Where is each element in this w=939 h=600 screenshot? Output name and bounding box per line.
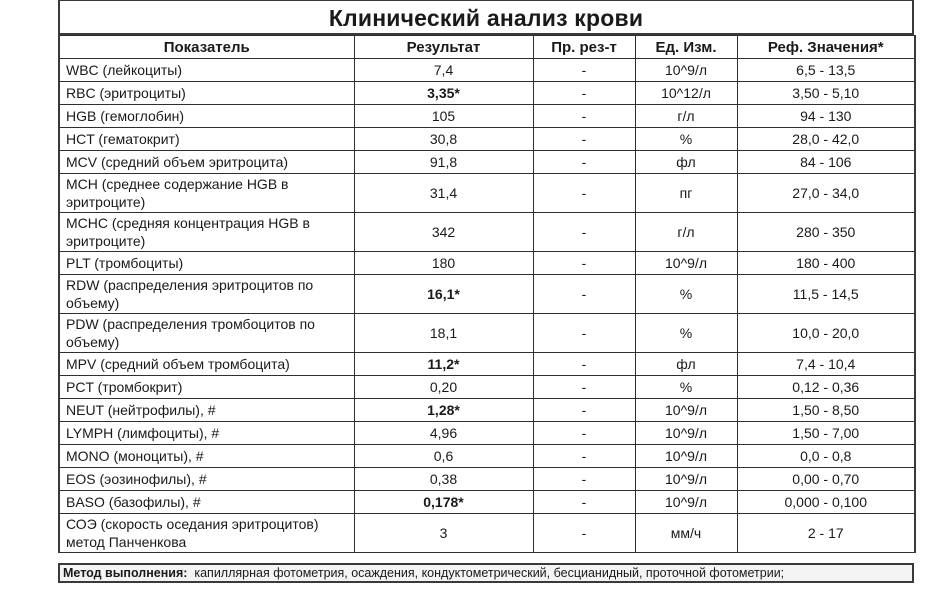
previous-result: - <box>533 128 635 151</box>
result-value: 0,20 <box>354 376 533 399</box>
parameter-name: MONO (моноциты), # <box>59 445 354 468</box>
lab-report <box>58 0 914 553</box>
result-value: 342 <box>354 213 533 252</box>
result-value-abnormal: 16,1* <box>354 275 533 314</box>
previous-result: - <box>533 151 635 174</box>
parameter-name: HGB (гемоглобин) <box>59 105 354 128</box>
parameter-name: MCH (среднее содержание HGB в эритроците) <box>59 174 354 213</box>
table-row <box>59 399 915 422</box>
reference-range: 0,000 - 0,100 <box>737 491 915 514</box>
result-value-abnormal: 1,28* <box>354 399 533 422</box>
table-header-row <box>59 36 915 59</box>
table-row <box>59 275 915 314</box>
parameter-name: RBC (эритроциты) <box>59 82 354 105</box>
table-row <box>59 213 915 252</box>
result-value: 31,4 <box>354 174 533 213</box>
result-value: 0,6 <box>354 445 533 468</box>
unit: 10^9/л <box>635 445 737 468</box>
result-value: 4,96 <box>354 422 533 445</box>
parameter-name: RDW (распределения эритроцитов по объему) <box>59 275 354 314</box>
reference-range: 0,12 - 0,36 <box>737 376 915 399</box>
unit: 10^9/л <box>635 468 737 491</box>
previous-result: - <box>533 174 635 213</box>
previous-result: - <box>533 59 635 82</box>
parameter-name: СОЭ (скорость оседания эритроцитов) метод Панченкова <box>59 514 354 553</box>
reference-range: 1,50 - 7,00 <box>737 422 915 445</box>
table-row <box>59 491 915 514</box>
result-value: 30,8 <box>354 128 533 151</box>
previous-result: - <box>533 252 635 275</box>
reference-range: 27,0 - 34,0 <box>737 174 915 213</box>
unit: пг <box>635 174 737 213</box>
table-row <box>59 252 915 275</box>
parameter-name: HCT (гематокрит) <box>59 128 354 151</box>
table-row <box>59 128 915 151</box>
previous-result: - <box>533 82 635 105</box>
parameter-name: PDW (распределения тромбоцитов по объему) <box>59 314 354 353</box>
reference-range: 7,4 - 10,4 <box>737 353 915 376</box>
reference-range: 84 - 106 <box>737 151 915 174</box>
unit: фл <box>635 151 737 174</box>
method-footer <box>58 563 914 583</box>
unit: 10^9/л <box>635 491 737 514</box>
table-row <box>59 445 915 468</box>
previous-result: - <box>533 213 635 252</box>
previous-result: - <box>533 105 635 128</box>
previous-result: - <box>533 514 635 553</box>
result-value: 0,38 <box>354 468 533 491</box>
result-value: 180 <box>354 252 533 275</box>
unit: 10^9/л <box>635 59 737 82</box>
column-header-parameter: Показатель <box>59 36 354 59</box>
report-title: Клинический анализ крови <box>58 0 914 35</box>
parameter-name: EOS (эозинофилы), # <box>59 468 354 491</box>
reference-range: 6,5 - 13,5 <box>737 59 915 82</box>
table-row <box>59 422 915 445</box>
parameter-name: MCV (средний объем эритроцита) <box>59 151 354 174</box>
unit: г/л <box>635 213 737 252</box>
previous-result: - <box>533 353 635 376</box>
table-row <box>59 151 915 174</box>
reference-range: 28,0 - 42,0 <box>737 128 915 151</box>
table-row <box>59 376 915 399</box>
table-row <box>59 82 915 105</box>
previous-result: - <box>533 491 635 514</box>
previous-result: - <box>533 376 635 399</box>
previous-result: - <box>533 314 635 353</box>
result-value-abnormal: 0,178* <box>354 491 533 514</box>
parameter-name: WBC (лейкоциты) <box>59 59 354 82</box>
unit: 10^12/л <box>635 82 737 105</box>
parameter-name: PLT (тромбоциты) <box>59 252 354 275</box>
parameter-name: LYMPH (лимфоциты), # <box>59 422 354 445</box>
results-table <box>58 35 916 553</box>
table-row <box>59 314 915 353</box>
result-value-abnormal: 3,35* <box>354 82 533 105</box>
parameter-name: MPV (средний объем тромбоцита) <box>59 353 354 376</box>
unit: мм/ч <box>635 514 737 553</box>
column-header-reference: Реф. Значения* <box>737 36 915 59</box>
column-header-result: Результат <box>354 36 533 59</box>
reference-range: 280 - 350 <box>737 213 915 252</box>
table-row <box>59 59 915 82</box>
reference-range: 94 - 130 <box>737 105 915 128</box>
unit: % <box>635 128 737 151</box>
table-row <box>59 174 915 213</box>
method-text: капиллярная фотометрия, осаждения, кондуктометрический, бесцианидный, проточной фотометрии; <box>194 566 785 580</box>
reference-range: 11,5 - 14,5 <box>737 275 915 314</box>
reference-range: 3,50 - 5,10 <box>737 82 915 105</box>
table-row <box>59 353 915 376</box>
unit: г/л <box>635 105 737 128</box>
result-value: 3 <box>354 514 533 553</box>
unit: 10^9/л <box>635 399 737 422</box>
reference-range: 180 - 400 <box>737 252 915 275</box>
result-value: 18,1 <box>354 314 533 353</box>
reference-range: 2 - 17 <box>737 514 915 553</box>
parameter-name: BASO (базофилы), # <box>59 491 354 514</box>
previous-result: - <box>533 422 635 445</box>
result-value: 7,4 <box>354 59 533 82</box>
unit: 10^9/л <box>635 252 737 275</box>
result-value: 105 <box>354 105 533 128</box>
previous-result: - <box>533 468 635 491</box>
reference-range: 0,0 - 0,8 <box>737 445 915 468</box>
table-row <box>59 105 915 128</box>
method-label: Метод выполнения: <box>63 566 188 580</box>
result-value: 91,8 <box>354 151 533 174</box>
reference-range: 10,0 - 20,0 <box>737 314 915 353</box>
reference-range: 0,00 - 0,70 <box>737 468 915 491</box>
table-row <box>59 468 915 491</box>
column-header-unit: Ед. Изм. <box>635 36 737 59</box>
reference-range: 1,50 - 8,50 <box>737 399 915 422</box>
previous-result: - <box>533 445 635 468</box>
parameter-name: MCHC (средняя концентрация HGB в эритроците) <box>59 213 354 252</box>
unit: % <box>635 314 737 353</box>
unit: % <box>635 376 737 399</box>
table-row <box>59 514 915 553</box>
unit: 10^9/л <box>635 422 737 445</box>
parameter-name: PCT (тромбокрит) <box>59 376 354 399</box>
result-value-abnormal: 11,2* <box>354 353 533 376</box>
previous-result: - <box>533 275 635 314</box>
previous-result: - <box>533 399 635 422</box>
parameter-name: NEUT (нейтрофилы), # <box>59 399 354 422</box>
unit: фл <box>635 353 737 376</box>
unit: % <box>635 275 737 314</box>
column-header-previous-result: Пр. рез-т <box>533 36 635 59</box>
